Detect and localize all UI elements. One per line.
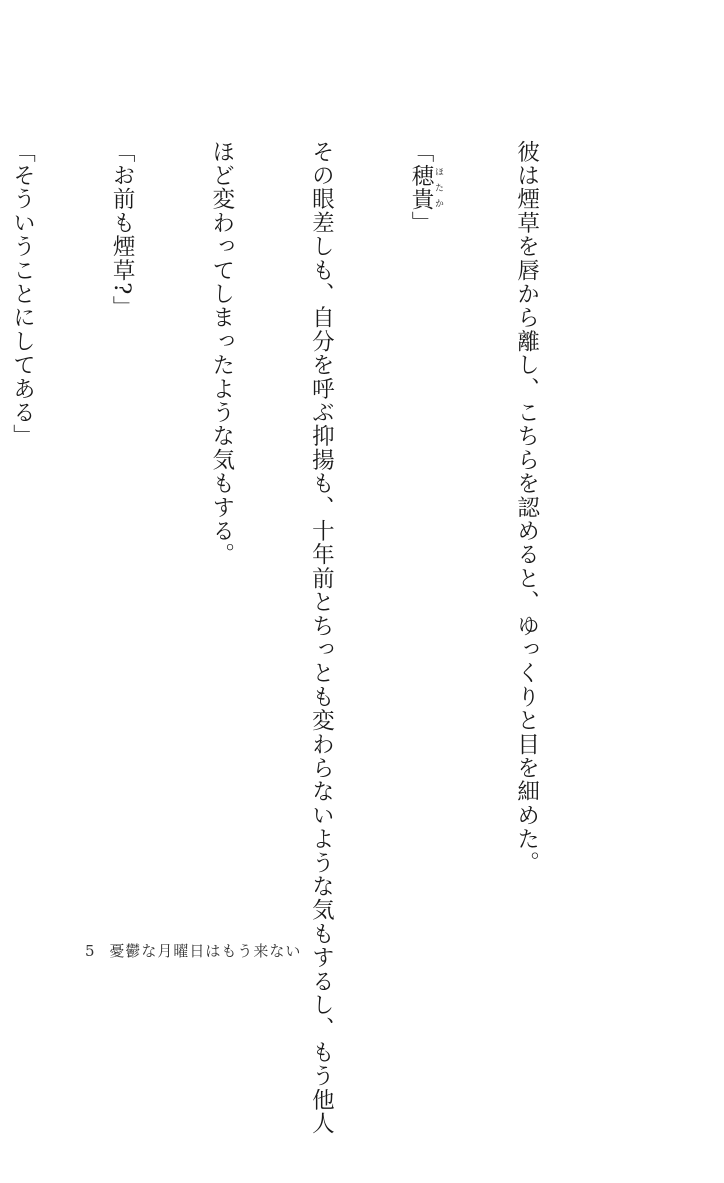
quote-open: 「 bbox=[407, 140, 434, 164]
page-number: 5 bbox=[85, 942, 96, 960]
text-line: ほど変わってしまったような気もする。 bbox=[208, 140, 235, 567]
page-footer bbox=[85, 940, 301, 961]
ruby-name bbox=[407, 163, 443, 212]
ruby-base: 穂貴 bbox=[407, 163, 434, 212]
text-line: 彼は煙草を唇から離し、こちらを認めると、ゆっくりと目を細めた。 bbox=[513, 140, 540, 875]
text-line-ruby bbox=[404, 140, 443, 930]
text-line: 「そういうことにしてある」 bbox=[9, 140, 36, 449]
book-title: 憂鬱な月曜日はもう来ない bbox=[109, 942, 302, 960]
quote-close: 」 bbox=[407, 211, 434, 235]
text-line: 「お前も煙草?」 bbox=[109, 140, 136, 320]
text-line: その眼差しも、自分を呼ぶ抑揚も、十年前とちっとも変わらないような気もするし、もう他人 bbox=[308, 140, 335, 1136]
ruby-reading: ほたか bbox=[432, 163, 443, 212]
